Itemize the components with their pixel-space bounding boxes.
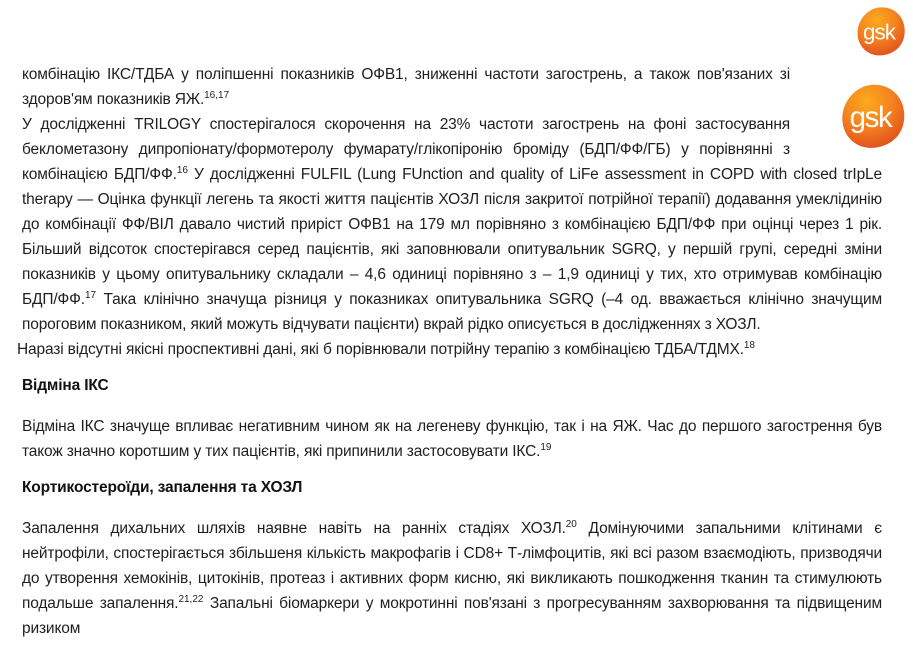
reference-superscript: 17 bbox=[84, 289, 97, 301]
text-segment: комбінацію ІКС/ТДБА у поліпшенні показників ОФВ1, зниженні частоти загострень, а також пов'язаних зі здоров'ям показників ЯЖ. bbox=[22, 66, 790, 108]
text-segment: Відміна ІКС значуще впливає негативним чином як на легеневу функцію, так і на ЯЖ. Час до першого загострення був також значно коротшим у тих пацієнтів, які припинили застосовувати ІКС. bbox=[22, 418, 882, 460]
paragraph bbox=[22, 516, 882, 641]
text-segment: Запальні біомаркери у мокротинні пов'язані з прогресуванням захворювання та підвищеним ризиком bbox=[22, 595, 882, 637]
gsk-logo-small bbox=[855, 3, 906, 60]
text-segment: Наразі відсутні якісні проспективні дані, які б порівнювали потрійну терапію з комбінацією ТДБА/ТДМХ. bbox=[17, 341, 744, 358]
reference-superscript: 16,17 bbox=[204, 89, 230, 101]
paragraph bbox=[22, 112, 882, 337]
text-segment: У дослідженні FULFIL (Lung FUnction and quality of LiFe assessment in COPD with closed trIpLe therapy — Оцінка функції легень та якості життя пацієнтів ХОЗЛ після закритої потрійної терапії) додавання умеклідинію до комбінації ФФ/ВІЛ давало чистий приріст ОФВ1 на 179 мл порівняно з комбінацією БДП/ФФ при оцінці через 1 рік. Більший відсоток спостерігався серед пацієнтів, які заповнювали опитувальник SGRQ, у першій групі, середні зміни показників у цьому опитувальнику складали – 4,6 одиниці порівняно з – 1,9 одиниці у тих, хто отримував комбінацію БДП/ФФ. bbox=[22, 166, 882, 308]
reference-superscript: 16 bbox=[176, 164, 188, 176]
text-segment: Кортикостероїди, запалення та ХОЗЛ bbox=[22, 479, 303, 496]
text-segment: Відміна ІКС bbox=[22, 377, 109, 394]
reference-superscript: 18 bbox=[743, 339, 755, 351]
gsk-logo-icon bbox=[855, 3, 906, 60]
gsk-logo-icon bbox=[839, 79, 906, 154]
reference-superscript: 20 bbox=[565, 518, 577, 530]
section-heading bbox=[22, 475, 882, 500]
gsk-logo-wordmark: gsk bbox=[863, 19, 895, 45]
gsk-logo-large bbox=[839, 79, 906, 154]
text-segment: Домінуючими запальними клітинами є нейтрофіли, спостерігається збільшеня кількість макрофагів і CD8+ Т-лімфоцитів, які всі разом взаємодіють, призводячи до утворення хемокінів, цитокінів, протеаз і активних форм кисню, які викликають пошкодження тканин та стимулюють подальше запалення. bbox=[22, 520, 882, 612]
paragraph bbox=[17, 337, 882, 362]
reference-superscript: 21,22 bbox=[178, 593, 204, 605]
text-segment: У дослідженні TRILOGY спостерігалося скорочення на 23% частоти загострень на фоні застосування беклометазону дипропіонату/формотеролу фумарату/глікопіронію броміду (БДП/ФФ/ГБ) у порівнянні з комбінацією БДП/ФФ. bbox=[22, 116, 790, 183]
gsk-logo-wordmark: gsk bbox=[849, 101, 892, 135]
section-heading bbox=[22, 373, 882, 398]
paragraph bbox=[22, 414, 882, 464]
text-segment: Така клінічно значуща різниця у показниках опитувальника SGRQ (–4 од. вважається клінічно значущим пороговим показником, який можуть відчувати пацієнти) вкрай рідко описується в дослідженнях з ХОЗЛ. bbox=[22, 291, 882, 333]
text-segment: Запалення дихальних шляхів наявне навіть на ранніх стадіях ХОЗЛ. bbox=[22, 520, 566, 537]
paragraph bbox=[22, 62, 882, 112]
reference-superscript: 19 bbox=[540, 441, 552, 453]
